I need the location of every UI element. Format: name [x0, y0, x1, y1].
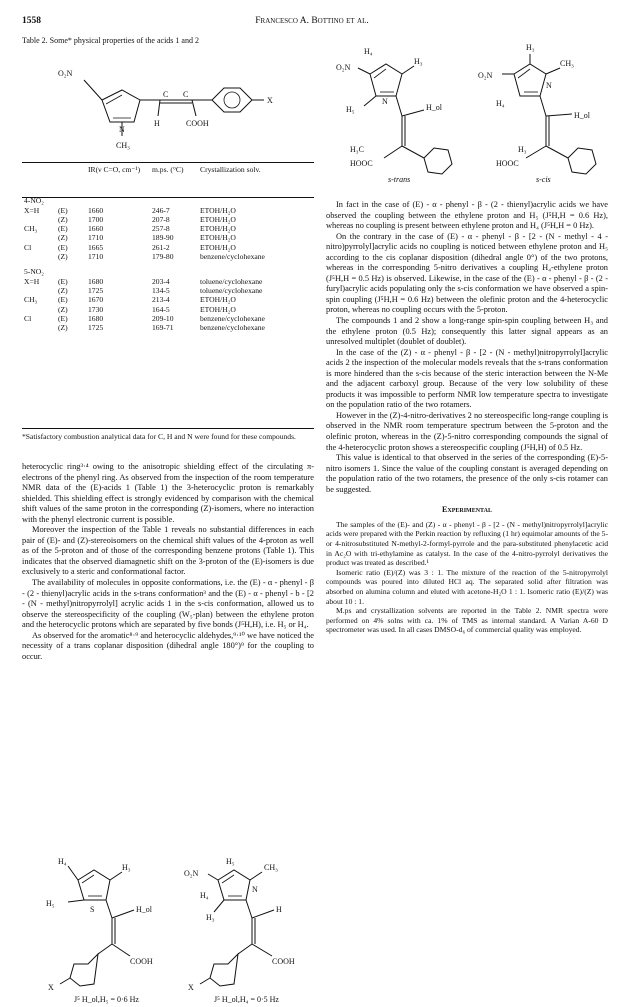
table-row — [22, 277, 314, 286]
cell-solv: ETOH/H₂O — [200, 214, 236, 224]
struct-n: N — [119, 125, 125, 134]
cell-solv: toluene/cyclohexane — [200, 276, 263, 286]
cell-isomer: (Z) — [58, 252, 68, 262]
cell-solv: ETOH/H₂O — [200, 205, 236, 215]
paragraph: This value is identical to that observed in the series of the corresponding (E)-5-nitro isomers 1. Since the value of the coupling constant is averaged depending on the population ratio of the two rotamers, the presence of the only s-cis rotamer can be suggested. — [326, 453, 608, 494]
cell-x — [22, 233, 56, 242]
table-row — [22, 206, 314, 215]
cell-ir: 1710 — [88, 233, 104, 243]
cell-mp: 169-71 — [152, 323, 174, 333]
thienyl-s: S — [90, 905, 95, 914]
cell-ir: 1725 — [88, 285, 104, 295]
s-cis-n: N — [546, 81, 552, 90]
thienyl-hol: H_ol — [136, 905, 152, 914]
cell-solv: ETOH/H₂O — [200, 224, 236, 234]
struct-cooh: COOH — [186, 119, 209, 128]
cell-ir: 1700 — [88, 214, 104, 224]
cell-x: Cl — [24, 242, 32, 252]
nitro-n: N — [252, 885, 258, 894]
s-cis-o2n: O₂N — [478, 71, 493, 80]
cell-x — [22, 286, 56, 295]
cell-isomer: (E) — [58, 242, 68, 252]
nitro-h5: H₅ — [226, 857, 235, 866]
nitro-cooh: COOH — [272, 957, 295, 966]
thienyl-structure — [40, 852, 180, 1004]
running-header — [22, 16, 602, 32]
cell-ir: 1680 — [88, 313, 104, 323]
thienyl-h5: H₅ — [46, 899, 55, 908]
s-trans-hooc: HOOC — [350, 159, 373, 168]
experimental-heading: Experimental — [442, 505, 492, 515]
nitro-h: H — [276, 905, 282, 914]
table-row — [22, 252, 314, 261]
nitro-x: X — [188, 983, 194, 992]
header-solv: Crystallization solv. — [200, 165, 261, 174]
nitro-ch3: CH₃ — [264, 863, 278, 872]
cell-mp: 164-5 — [152, 304, 170, 314]
header-blank — [22, 165, 56, 174]
paragraph: The availability of molecules in opposite conformations, i.e. the (E) - α - phenyl - β - (2 - thienyl)acrylic acids in the s-trans conformation³ and the (E) - α - phenyl - b - [2 - (N - methyl)nitropyrrolyl] acrylic acids 1 in the s-cis conformation, allowed us to observe the stereospecificity of the coupling (W₅-plan) between the ethylene proton and the heterocyclic protons which are separated by five bonds (J⁵H,H), i.e. H₅ or H₄. — [22, 578, 314, 630]
cell-ir: 1665 — [88, 242, 104, 252]
thienyl-h4: H₄ — [58, 857, 67, 866]
nitro-h4: H₄ — [200, 891, 209, 900]
s-cis-hooc: HOOC — [496, 159, 519, 168]
cell-isomer: (E) — [58, 313, 68, 323]
cell-solv: benzene/cyclohexane — [200, 313, 265, 323]
cell-isomer: (Z) — [58, 233, 68, 243]
s-trans-h3c: H₃C — [350, 145, 364, 154]
section-label-row — [22, 267, 314, 276]
s-cis-hol: H_ol — [574, 111, 590, 120]
struct-o2n: O₂N — [58, 69, 73, 78]
paragraph: The compounds 1 and 2 show a long-range spin-spin coupling between H₃ and the ethylene proton (0.5 Hz); consequently this latter signal appears as an unresolved multiplet (doublet of doublet). — [326, 316, 608, 347]
cell-x: CH₃ — [24, 224, 38, 234]
cell-isomer: (Z) — [58, 323, 68, 333]
cell-mp: 179-80 — [152, 252, 174, 262]
cell-x: X=H — [24, 276, 40, 286]
nitro-o2n: O₂N — [184, 869, 199, 878]
nitro-coupling: J⁵ H_ol,H₄ = 0·5 Hz — [214, 995, 279, 1004]
cell-x — [22, 305, 56, 314]
running-authors: Francesco A. Bottino et al. — [255, 16, 369, 26]
paragraph: The samples of the (E)- and (Z) - α - phenyl - β - [2 - (N - methyl)nitropyrrolyl]acrylic acids were prepared with the Perkin reaction by refluxing (1 hr) equimolar amounts of the 5- or 4-nitrosubstituted N-methyl-2-formyl-pyrrole and the para-substituted phenylacetic acid in Ac₂O with tri-ethylamine as catalyst. In the case of the 4-nitro-pyrrolyl derivatives the product was treated as described.¹ — [326, 519, 608, 568]
thienyl-x: X — [48, 983, 54, 992]
table-row — [22, 243, 314, 252]
cell-x: Cl — [24, 313, 32, 323]
thienyl-h3: H₃ — [122, 863, 131, 872]
thienyl-cooh: COOH — [130, 957, 153, 966]
cell-x — [22, 323, 56, 332]
s-trans-n: N — [382, 97, 388, 106]
page-number: 1558 — [22, 16, 41, 26]
cell-isomer: (E) — [58, 224, 68, 234]
table-row — [22, 286, 314, 295]
table-header-row — [22, 165, 314, 174]
experimental-section — [326, 520, 608, 635]
s-trans-label: s-trans — [388, 175, 411, 184]
struct-c2: C — [183, 90, 189, 99]
table-structure-diagram — [40, 48, 290, 156]
struct-x: X — [267, 96, 273, 105]
header-ir: IR(ν C=O, cm⁻¹) — [88, 165, 141, 174]
struct-ch3: CH₃ — [116, 141, 130, 150]
cell-mp: 189-90 — [152, 233, 174, 243]
cell-solv: benzene/cyclohexane — [200, 252, 265, 262]
paragraph: As observed for the aromatic⁸·⁹ and heterocyclic aldehydes,⁹·¹⁰ we have noticed the necessity of a trans coplanar disposition (dihedral angle 180°)⁹ for the coupling to occur. — [22, 630, 314, 661]
cell-mp: 207-8 — [152, 214, 170, 224]
cell-ir: 1660 — [88, 205, 104, 215]
s-trans-h4: H₄ — [364, 47, 373, 56]
nitropyrrolyl-structure — [180, 852, 320, 1004]
nitro-h3: H₃ — [206, 913, 215, 922]
cell-solv: toluene/cyclohexane — [200, 285, 263, 295]
table-row — [22, 305, 314, 314]
s-cis-h3: H₃ — [526, 43, 535, 52]
paragraph: M.ps and crystallization solvents are reported in the Table 2. NMR spectra were performed on 4% solns with ca. 1% of TMS as internal standard. A Varian A-60 D spectrometer was used. In all cases DMSO-d₆ of commercial quality was employed. — [326, 606, 608, 635]
cell-ir: 1730 — [88, 304, 104, 314]
table-rule-bottom — [22, 428, 314, 429]
left-column — [22, 462, 314, 662]
cell-x: CH₃ — [24, 295, 38, 305]
s-trans-h5: H₅ — [346, 105, 355, 114]
table-row — [22, 215, 314, 224]
cell-x: X=H — [24, 205, 40, 215]
cell-ir: 1670 — [88, 295, 104, 305]
s-cis-label: s-cis — [536, 175, 551, 184]
properties-table — [22, 165, 314, 332]
s-cis-h4: H₄ — [496, 99, 505, 108]
paragraph: heterocyclic ring³·⁴ owing to the anisotropic shielding effect of the circulating π-electrons of the phenyl ring. As observed from the inspection of the room temperature NMR data of the (E)-acids 1 (Table 1) the 3-heterocyclic proton is remarkably shielded. This shielding effect is strongly evidenced by comparison with the chemical shift values of the same proton in the corresponding (Z)-isomers, where no interaction with the phenyl electronic current is possible. — [22, 462, 314, 524]
s-cis-ch3: CH₃ — [560, 59, 574, 68]
cell-isomer: (E) — [58, 276, 68, 286]
cell-isomer: (Z) — [58, 285, 68, 295]
cell-ir: 1710 — [88, 252, 104, 262]
cell-mp: 213-4 — [152, 295, 170, 305]
cell-mp: 134-5 — [152, 285, 170, 295]
table-row — [22, 314, 314, 323]
paragraph: Moreover the inspection of the Table 1 reveals no substantial differences in each pair of (E)- and (Z)-stereoisomers on the chemical shift values of the 4-proton as well as of the 5-proton and of those of the corresponding benzene protons (Table 1). This indicates that the observed diamagnetic shift on the 3-proton of the (E)-isomers is due exclusively to a steric and conformational factor. — [22, 525, 314, 577]
cell-x — [22, 215, 56, 224]
right-column — [326, 200, 608, 635]
s-trans-structure — [328, 34, 468, 184]
paragraph: In the case of the (Z) - α - phenyl - β - [2 - (N - methyl)nitropyrrolyl]acrylic acids 2 the inspection of the molecular models reveals that the s-trans conformation is more hindered than the s-cis because of the steric interaction between the N-Me and the adjacent carboxyl group. Because of the very low solubility of these products it was impossible to perform NMR low temperature spectra to investigate on the population ratio of the two rotamers. — [326, 347, 608, 410]
paragraph: However in the (Z)-4-nitro-derivatives 2 no stereospecific long-range coupling is observed in the NMR room temperature spectrum between the 5-proton and the olefinic proton, whereas in the (Z)-5-nitro corresponding compounds the signal of the 4-heterocyclic proton shows a stereospecific coupling (J⁵H,H) of 0.5 Hz. — [326, 410, 608, 452]
struct-h: H — [154, 119, 160, 128]
table-footnote: *Satisfactory combustion analytical data for C, H and N were found for these compounds. — [22, 432, 296, 441]
header-mp: m.ps. (°C) — [152, 165, 184, 174]
cell-solv: ETOH/H₂O — [200, 242, 236, 252]
cell-mp: 257-8 — [152, 224, 170, 234]
section-label: 5-NO₂ — [24, 267, 44, 277]
thienyl-coupling: J⁵ H_ol,H₅ = 0·6 Hz — [74, 995, 139, 1004]
table-row — [22, 224, 314, 233]
cell-mp: 209-10 — [152, 313, 174, 323]
section-label-row — [22, 196, 314, 205]
cell-solv: ETOH/H₂O — [200, 295, 236, 305]
cell-mp: 246-7 — [152, 205, 170, 215]
cell-isomer: (E) — [58, 205, 68, 215]
table-row — [22, 323, 314, 332]
paragraph: On the contrary in the case of (E) - α - phenyl - β - [2 - (N - methyl - 4 - nitro)pyrrolyl]acrylic acids no coupling is noticed between ethylene proton and H₅ according to the cis coplanar disposition (dihedral angle 0°) of the two protons, whereas in the corresponding 5-nitro derivatives a coupling H₄-ethylene proton (J⁵H,H = 0.5 Hz) is observed. Likewise, in the case of the (E) - α - phenyl - β - (2 - furyl)acrylic acids populating only the s-cis conformation we have observed a spin-spin coupling (J⁵H,H = 0.6 Hz) between the olefinic proton and the 4-heterocyclic proton, whereas no coupling occurs with the 5-proton. — [326, 231, 608, 315]
paragraph: Isomeric ratio (E)/(Z) was 3 : 1. The mixture of the reaction of the 5-nitropyrrolyl compounds was poured into diluted HCl aq. The separated solid after filtration was absorbed on alumina column and eluted with acetone-H₂O 1 : 1. Isomeric ratio (E)/(Z) was about 10 : 1. — [326, 567, 608, 606]
cell-mp: 261-2 — [152, 242, 170, 252]
paragraph: In fact in the case of (E) - α - phenyl - β - (2 - thienyl)acrylic acids we have observed the coupling between the ethylene proton and H₅ (J⁵H,H = 0.6 Hz), whereas no coupling is present between ethylene proton and H₄ (J⁵H,H = 0 Hz). — [326, 200, 608, 231]
cell-ir: 1725 — [88, 323, 104, 333]
table-rule-top — [22, 162, 314, 163]
cell-isomer: (Z) — [58, 304, 68, 314]
cell-ir: 1680 — [88, 276, 104, 286]
table-row — [22, 295, 314, 304]
cell-isomer: (E) — [58, 295, 68, 305]
s-trans-o2n: O₂N — [336, 63, 351, 72]
s-cis-h3b: H₃ — [518, 145, 527, 154]
cell-mp: 203-4 — [152, 276, 170, 286]
table-caption: Table 2. Some* physical properties of the acids 1 and 2 — [22, 36, 199, 45]
cell-solv: ETOH/H₂O — [200, 304, 236, 314]
s-cis-structure — [476, 34, 616, 184]
s-trans-hol: H_ol — [426, 103, 442, 112]
s-trans-h3: H₃ — [414, 57, 423, 66]
table-row — [22, 233, 314, 242]
cell-x — [22, 252, 56, 261]
struct-c1: C — [163, 90, 169, 99]
cell-solv: ETOH/H₂O — [200, 233, 236, 243]
cell-solv: benzene/cyclohexane — [200, 323, 265, 333]
cell-ir: 1660 — [88, 224, 104, 234]
section-label: 4-NO₂ — [24, 196, 44, 206]
cell-isomer: (Z) — [58, 214, 68, 224]
